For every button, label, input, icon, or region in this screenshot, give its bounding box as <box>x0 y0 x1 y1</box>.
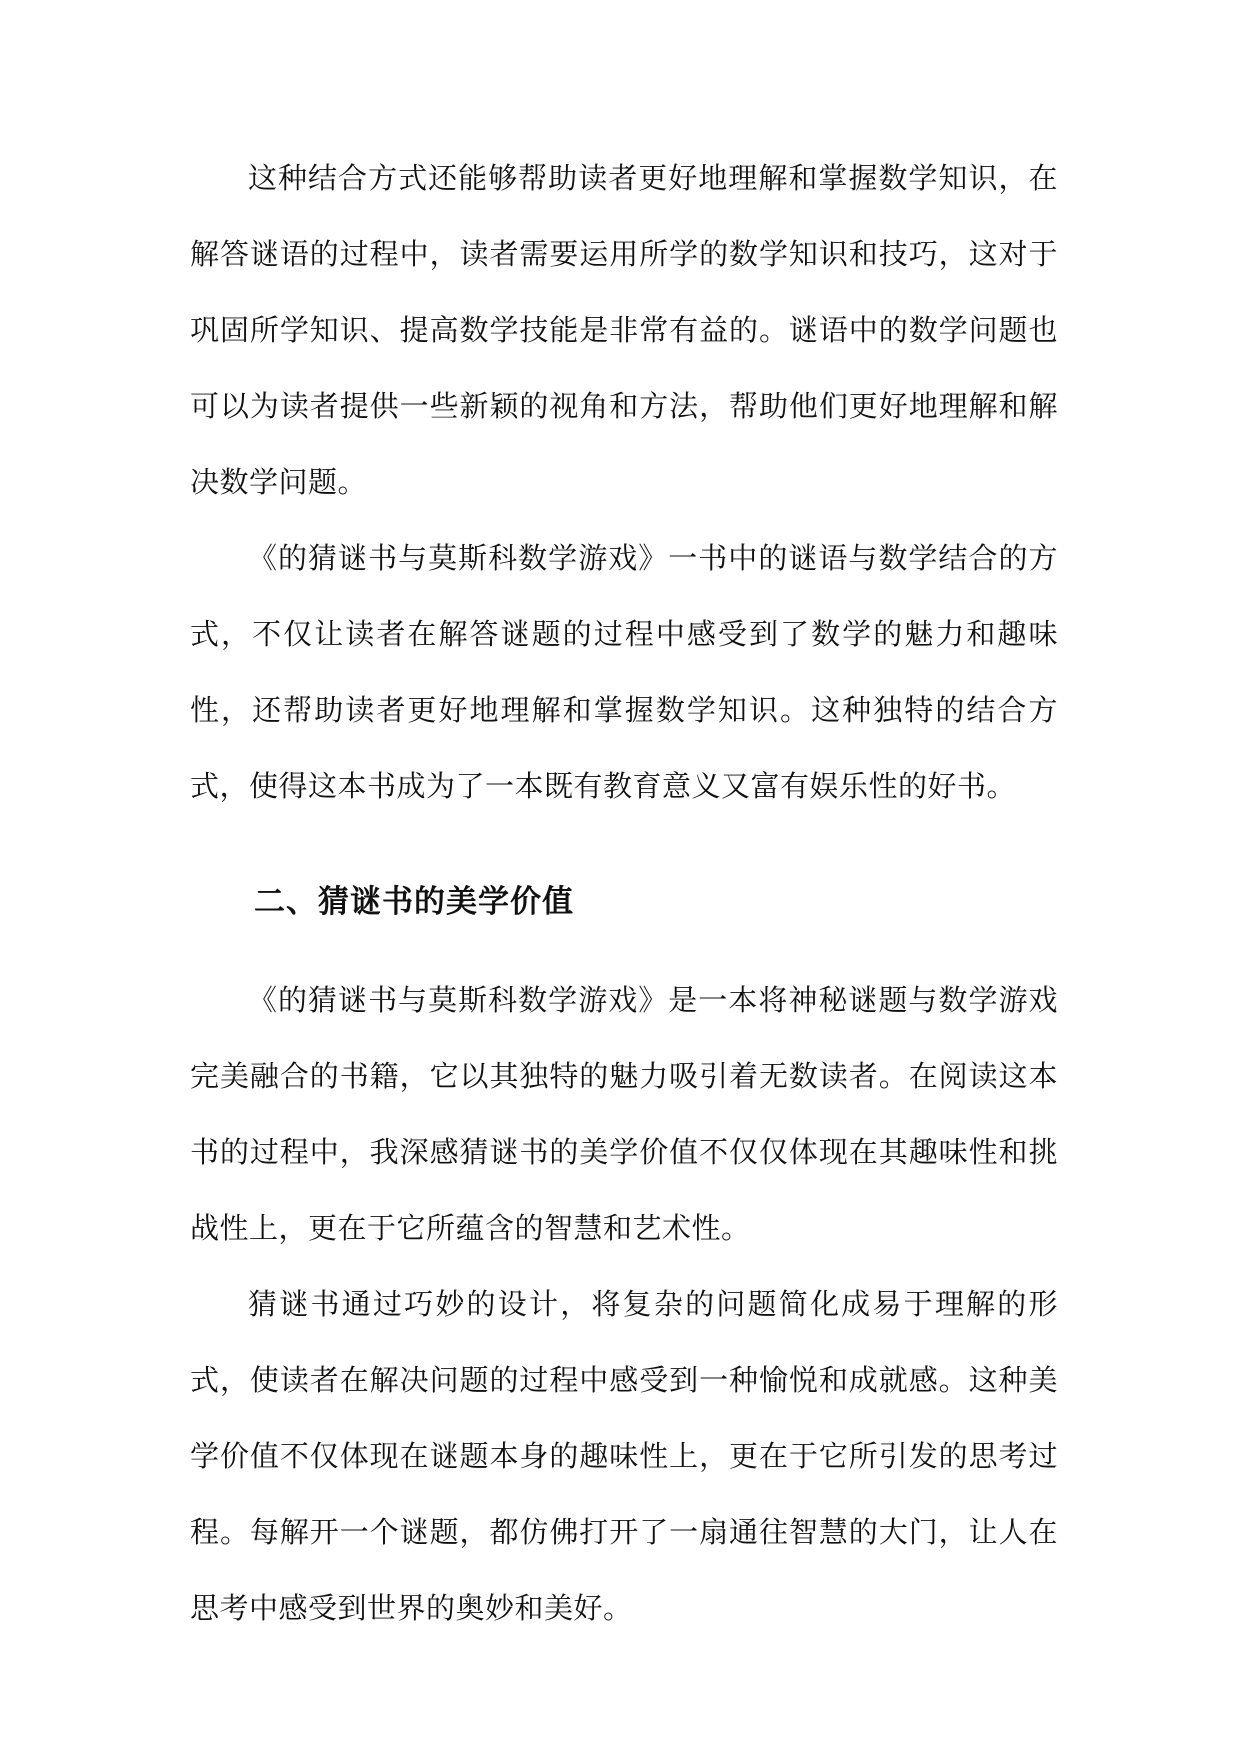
paragraph-3: 《的猜谜书与莫斯科数学游戏》是一本将神秘谜题与数学游戏完美融合的书籍，它以其独特的魅力吸引着无数读者。在阅读这本书的过程中，我深感猜谜书的美学价值不仅仅体现在其趣味性和挑战性上，更在于它所蕴含的智慧和艺术性。 <box>190 983 1058 1245</box>
document-page <box>190 140 1058 1646</box>
section-heading: 二、猜谜书的美学价值 <box>254 884 574 920</box>
paragraph-2: 《的猜谜书与莫斯科数学游戏》一书中的谜语与数学结合的方式，不仅让读者在解答谜题的过程中感受到了数学的魅力和趣味性，还帮助读者更好地理解和掌握数学知识。这种独特的结合方式，使得这本书成为了一本既有教育意义又富有娱乐性的好书。 <box>190 541 1058 803</box>
paragraph-4: 猜谜书通过巧妙的设计，将复杂的问题简化成易于理解的形式，使读者在解决问题的过程中感受到一种愉悦和成就感。这种美学价值不仅体现在谜题本身的趣味性上，更在于它所引发的思考过程。每解开一个谜题，都仿佛打开了一扇通往智慧的大门，让人在思考中感受到世界的奥妙和美好。 <box>190 1287 1058 1625</box>
paragraph-1: 这种结合方式还能够帮助读者更好地理解和掌握数学知识，在解答谜语的过程中，读者需要运用所学的数学知识和技巧，这对于巩固所学知识、提高数学技能是非常有益的。谜语中的数学问题也可以为读者提供一些新颖的视角和方法，帮助他们更好地理解和解决数学问题。 <box>190 161 1058 499</box>
